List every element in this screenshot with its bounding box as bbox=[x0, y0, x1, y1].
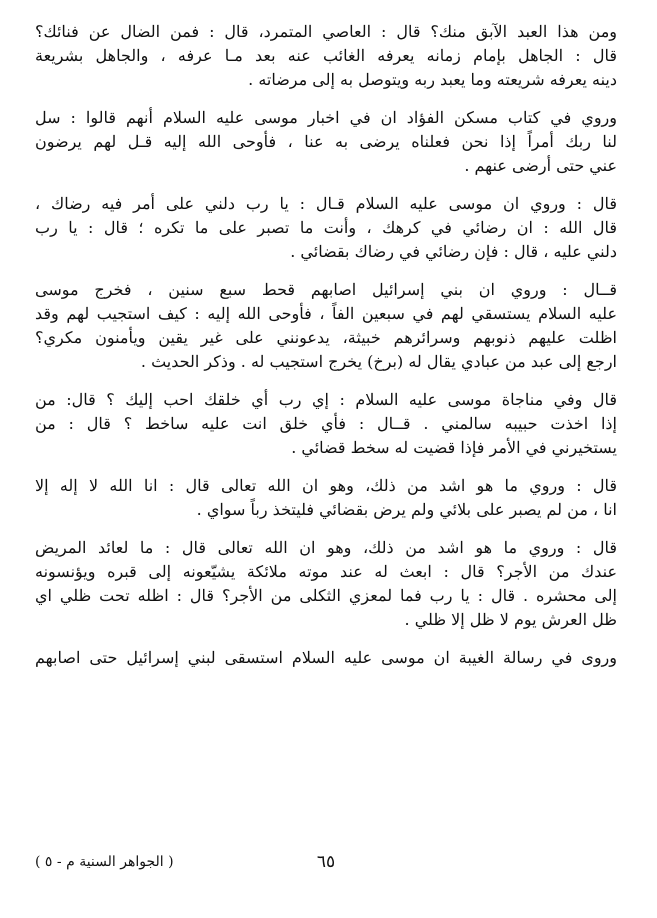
text-line: إذا اخذت حبيبه سالمني . قــال : فأي خلق انت عليه ساخط ؟ قال : من bbox=[35, 414, 617, 433]
page-footer bbox=[35, 852, 617, 878]
text-line: قال : الجاهل بإمام زمانه يعرفه الغائب عنه بعد مـا عرفه ، والجاهل بشريعة bbox=[35, 46, 617, 65]
text-line: لنا ربك أمراً إذا نحن فعلناه يرضى به عنا ، فأوحى الله إليه قـل لهم يرضون bbox=[35, 132, 617, 151]
text-line: وروى في رسالة الغيبة ان موسى عليه السلام استسقى لبني إسرائيل حتى اصابهم bbox=[35, 648, 617, 667]
text-line: ومن هذا العبد الآبق منك؟ قال : العاصي المتمرد، قال : فمن الضال عن فنائك؟ bbox=[35, 22, 617, 41]
text-line: عندك من الأجر؟ قال : ابعث له عند موته ملائكة يشيّعونه إلى قبره ويؤنسونه bbox=[35, 562, 617, 581]
paragraph-2 bbox=[35, 106, 617, 178]
text-line: إلى محشره . قال : يا رب فما لمعزي الثكلى من الأجر؟ قال : اظله تحت ظلي اي bbox=[35, 586, 617, 605]
text-line: قال الله : ان رضائي في كرهك ، وأنت ما تصبر على ما تكره ؛ قال : يا رب bbox=[35, 218, 617, 237]
text-line: قال : وروي ما هو اشد من ذلك، وهو ان الله تعالى قال : ما لعائد المريض bbox=[35, 538, 617, 557]
text-line: قــال : وروي ان بني إسرائيل اصابهم قحط سبع سنين ، فخرج موسى bbox=[35, 280, 617, 299]
page-body bbox=[35, 20, 617, 684]
paragraph-7 bbox=[35, 536, 617, 632]
paragraph-4 bbox=[35, 278, 617, 374]
text-line: عليه السلام يستسقي لهم في سبعين الفاً ، فأوحى الله إليه : كيف استجيب لهم وقد bbox=[35, 304, 617, 323]
book-signature: ( الجواهر السنية م - ٥ ) bbox=[35, 854, 174, 870]
text-line: وروي في كتاب مسكن الفؤاد ان في اخبار موسى عليه السلام أنهم قالوا : سل bbox=[35, 108, 617, 127]
text-line: ارجع إلى عبد من عبادي يقال له (برخ) يخرج استجيب له . وذكر الحديث . bbox=[140, 352, 617, 371]
text-line: اظلت عليهم ذنوبهم وسرائرهم خبيثة، يدعونني على غير يقين ويأمنون مكري؟ bbox=[35, 328, 617, 347]
paragraph-1 bbox=[35, 20, 617, 92]
text-line: دينه يعرفه شريعته وما يعبد ربه ويتوصل به إلى مرضاته . bbox=[248, 70, 617, 89]
text-line: انا ، من لم يصبر على بلائي ولم يرض بقضائي فليتخذ رباً سواي . bbox=[196, 500, 617, 519]
paragraph-6 bbox=[35, 474, 617, 522]
text-line: ظل العرش يوم لا ظل إلا ظلي . bbox=[404, 610, 617, 629]
paragraph-5 bbox=[35, 388, 617, 460]
paragraph-3 bbox=[35, 192, 617, 264]
page-number: ٦٥ bbox=[316, 852, 336, 872]
text-line: قال وفي مناجاة موسى عليه السلام : إي رب أي خلقك احب إليك ؟ قال: من bbox=[35, 390, 617, 409]
text-line: عني حتى أرضى عنهم . bbox=[464, 156, 617, 175]
text-line: دلني عليه ، قال : فإن رضائي في رضاك بقضائي . bbox=[290, 242, 617, 261]
text-line: قال : وروي ان موسى عليه السلام قـال : يا رب دلني على أمر فيه رضاك ، bbox=[35, 194, 617, 213]
paragraph-8 bbox=[35, 646, 617, 670]
text-line: قال : وروي ما هو اشد من ذلك، وهو ان الله تعالى قال : انا الله لا إله إلا bbox=[35, 476, 617, 495]
text-line: يستخيرني في الأمر فإذا قضيت له سخط قضائي . bbox=[291, 438, 617, 457]
